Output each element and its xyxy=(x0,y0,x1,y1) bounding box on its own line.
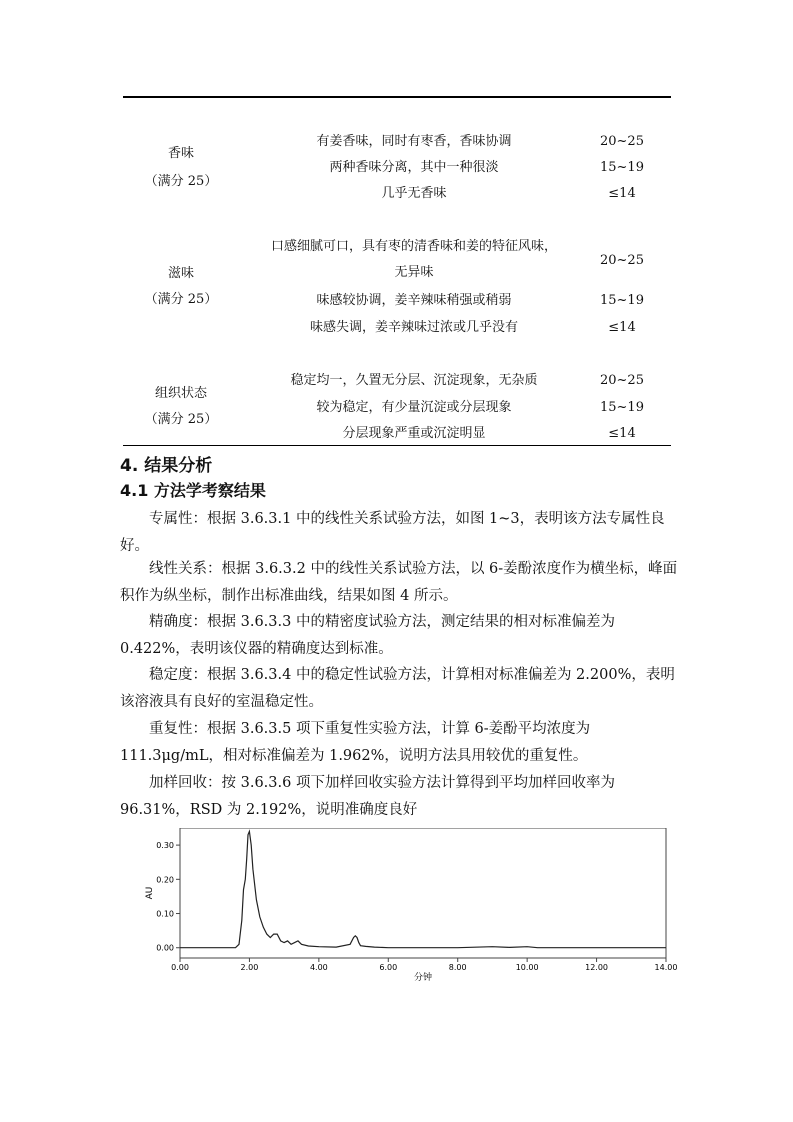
criterion-score: 20~25 xyxy=(600,253,644,268)
full-score-texture: （满分 25） xyxy=(144,412,218,427)
full-score-taste: （满分 25） xyxy=(144,292,218,307)
table-bottom-rule xyxy=(123,445,671,446)
y-tick-label: 0.00 xyxy=(156,943,174,953)
x-axis xyxy=(171,958,677,972)
paragraph-repeatability: 重复性：根据 3.6.3.5 项下重复性实验方法，计算 6-姜酚平均浓度为 111.3μg/mL，相对标准偏差为 1.962%，说明方法具用较优的重复性。 xyxy=(120,721,591,764)
criterion-score: 15~19 xyxy=(600,293,644,308)
criterion-score: 20~25 xyxy=(600,373,644,388)
y-axis-label: AU xyxy=(145,886,155,900)
y-tick-label: 0.20 xyxy=(156,875,174,885)
x-tick-label: 4.00 xyxy=(309,963,328,972)
criterion-desc: 两种香味分离，其中一种很淡 xyxy=(329,160,499,175)
criterion-score: 20~25 xyxy=(600,134,644,149)
criterion-desc: 稳定均一，久置无分层、沉淀现象，无杂质 xyxy=(290,373,538,388)
x-axis-label: 分钟 xyxy=(413,973,433,983)
chromatogram-line xyxy=(180,831,666,947)
paragraph-linearity: 线性关系：根据 3.6.3.2 中的线性关系试验方法，以 6-姜酚浓度作为横坐标，峰面积作为纵坐标，制作出标准曲线，结果如图 4 所示。 xyxy=(120,561,678,604)
y-tick-label: 0.10 xyxy=(156,909,174,919)
criterion-score: ≤14 xyxy=(608,186,636,201)
y-tick-label: 0.30 xyxy=(156,841,174,851)
criterion-score: 15~19 xyxy=(600,160,644,175)
x-tick-label: 0.00 xyxy=(171,963,189,972)
paragraph-specificity: 专属性：根据 3.6.3.1 中的线性关系试验方法，如图 1~3，表明该方法专属性良好。 xyxy=(120,511,665,554)
criterion-desc: 口感细腻可口，具有枣的清香味和姜的特征风味， xyxy=(270,239,557,254)
chromatogram-chart xyxy=(138,828,678,988)
paragraph-precision: 精确度：根据 3.6.3.3 中的精密度试验方法，测定结果的相对标准偏差为 0.422%，表明该仪器的精确度达到标准。 xyxy=(120,614,615,657)
table-top-rule xyxy=(123,96,671,98)
criterion-desc: 分层现象严重或沉淀明显 xyxy=(342,426,486,441)
criterion-score: 15~19 xyxy=(600,400,644,415)
x-tick-label: 2.00 xyxy=(240,963,259,972)
plot-frame xyxy=(180,828,666,958)
x-tick-label: 10.00 xyxy=(515,963,539,972)
paragraph-stability: 稳定度：根据 3.6.3.4 中的稳定性试验方法，计算相对标准偏差为 2.200%，表明该溶液具有良好的室温稳定性。 xyxy=(120,667,675,710)
criterion-desc: 较为稳定，有少量沉淀或分层现象 xyxy=(316,400,512,415)
criterion-desc-line2: 无异味 xyxy=(394,265,434,280)
category-taste: 滋味 xyxy=(167,266,194,281)
subsection-title: 4.1 方法学考察结果 xyxy=(120,481,266,500)
x-tick-label: 12.00 xyxy=(585,963,609,972)
section-title: 4. 结果分析 xyxy=(120,456,213,476)
x-tick-label: 8.00 xyxy=(448,963,467,972)
x-tick-label: 6.00 xyxy=(379,963,398,972)
x-tick-label: 14.00 xyxy=(654,963,678,972)
criterion-desc: 有姜香味，同时有枣香，香味协调 xyxy=(316,134,512,149)
full-score-aroma: （满分 25） xyxy=(144,174,218,189)
category-texture: 组织状态 xyxy=(154,386,207,401)
criterion-desc: 味感较协调，姜辛辣味稍强或稍弱 xyxy=(316,293,512,308)
category-aroma: 香味 xyxy=(167,146,194,161)
criterion-desc: 味感失调，姜辛辣味过浓或几乎没有 xyxy=(309,320,518,335)
paragraph-recovery: 加样回收：按 3.6.3.6 项下加样回收实验方法计算得到平均加样回收率为 96.31%，RSD 为 2.192%，说明准确度良好 xyxy=(120,775,615,818)
y-axis xyxy=(156,841,180,953)
criterion-score: ≤14 xyxy=(608,320,636,335)
criterion-desc: 几乎无香味 xyxy=(381,186,447,201)
criterion-score: ≤14 xyxy=(608,426,636,441)
